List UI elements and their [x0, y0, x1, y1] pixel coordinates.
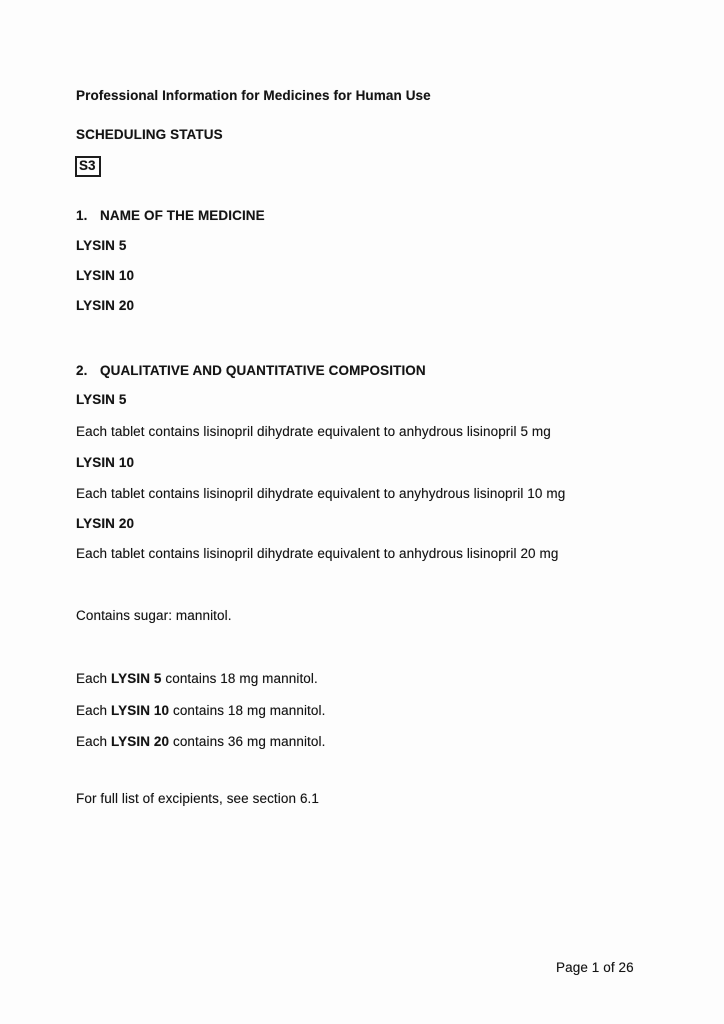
page-number: Page 1 of 26: [556, 960, 634, 975]
medicine-name-lysin-5: LYSIN 5: [76, 238, 127, 253]
section-2-title: QUALITATIVE AND QUANTITATIVE COMPOSITION: [100, 363, 426, 378]
mannitol-line-product: LYSIN 10: [111, 703, 170, 718]
section-2-number: 2.: [76, 363, 88, 378]
composition-entry-name: LYSIN 20: [76, 516, 135, 531]
section-1-title: NAME OF THE MEDICINE: [100, 208, 265, 223]
mannitol-line-suffix: contains 36 mg mannitol.: [169, 734, 326, 749]
sugar-note: Contains sugar: mannitol.: [76, 608, 232, 623]
mannitol-line-suffix: contains 18 mg mannitol.: [161, 671, 318, 686]
mannitol-line-prefix: Each: [76, 671, 112, 686]
medicine-name-lysin-20: LYSIN 20: [76, 298, 135, 313]
excipients-note: For full list of excipients, see section 6.1: [76, 791, 320, 806]
composition-entry-name: LYSIN 10: [76, 455, 135, 470]
composition-entry-description: Each tablet contains lisinopril dihydrate equivalent to anhydrous lisinopril 20 mg: [76, 546, 559, 561]
mannitol-line-prefix: Each: [76, 703, 112, 718]
mannitol-line-prefix: Each: [76, 734, 112, 749]
section-1-heading: [76, 208, 265, 224]
section-1-number: 1.: [76, 208, 88, 223]
document-title: Professional Information for Medicines for Human Use: [76, 88, 431, 103]
composition-entry-name: LYSIN 5: [76, 392, 127, 407]
mannitol-content-line: [76, 703, 325, 719]
mannitol-line-suffix: contains 18 mg mannitol.: [169, 703, 326, 718]
medicine-name-lysin-10: LYSIN 10: [76, 268, 135, 283]
mannitol-content-line: [76, 734, 325, 750]
scheduling-status-badge: S3: [75, 156, 101, 177]
scheduling-status-heading: SCHEDULING STATUS: [76, 127, 223, 142]
composition-entry-description: Each tablet contains lisinopril dihydrate equivalent to anhydrous lisinopril 5 mg: [76, 424, 551, 439]
mannitol-line-product: LYSIN 5: [111, 671, 162, 686]
mannitol-line-product: LYSIN 20: [111, 734, 170, 749]
section-2-heading: [76, 363, 426, 379]
composition-entry-description: Each tablet contains lisinopril dihydrate equivalent to anyhydrous lisinopril 10 mg: [76, 486, 566, 501]
mannitol-content-line: [76, 671, 318, 687]
